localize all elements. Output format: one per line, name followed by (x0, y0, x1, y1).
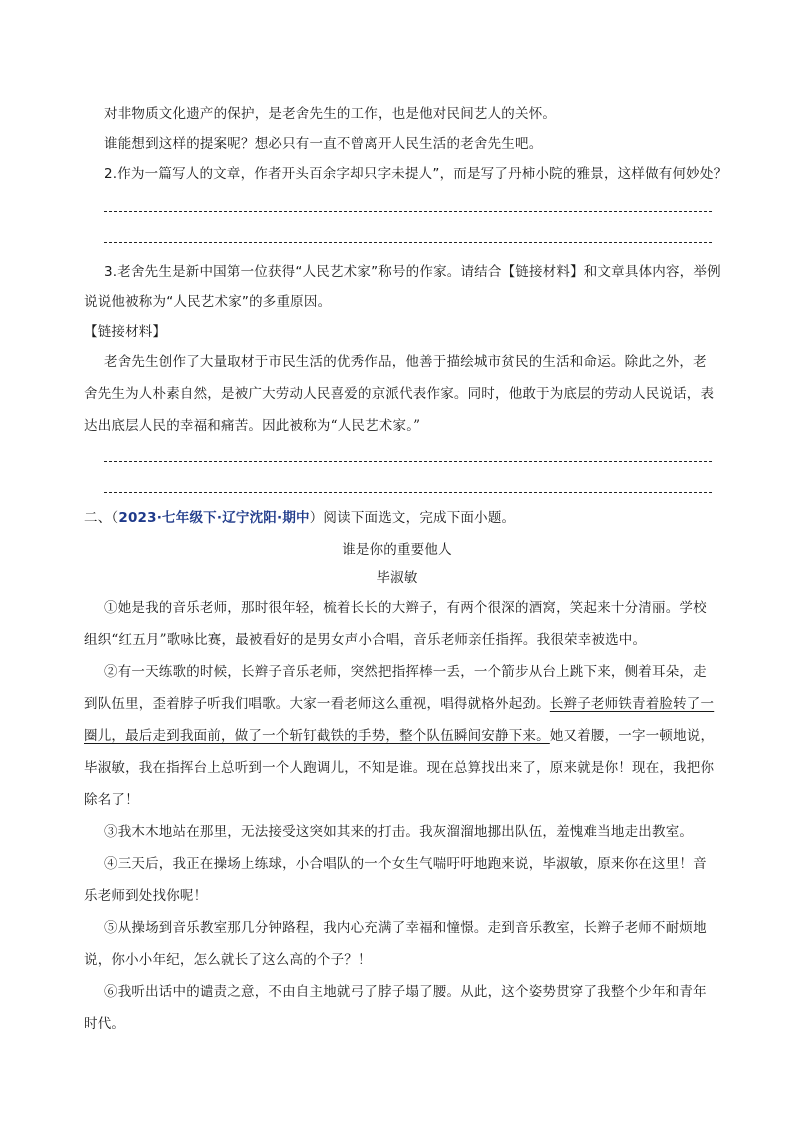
paragraph-2: ②有一天练歌的时候，长辫子音乐老师，突然把指挥棒一丢，一个箭步从台上跳下来，侧着耳朵，走 (104, 664, 707, 680)
paragraph-5: ⑤从操场到音乐教室那几分钟路程，我内心充满了幸福和憧憬。走到音乐教室，长辫子老师不耐烦地 (104, 920, 707, 936)
link-material-text: 舍先生为人朴素自然，是被广大劳动人民喜爱的京派代表作家。同时，他敢于为底层的劳动人民说话，表 (84, 386, 715, 402)
link-material-text: 达出底层人民的幸福和痛苦。因此被称为“人民艺术家。” (84, 418, 421, 434)
section-2-prefix: 二、（ (84, 510, 119, 526)
link-material-heading: 【链接材料】 (84, 324, 167, 340)
paragraph-4: 乐老师到处找你呢！ (84, 888, 208, 904)
paragraph-2-text: 她又着腰，一字一顿地说， (549, 728, 715, 744)
answer-blank-line[interactable] (104, 242, 712, 243)
paragraph-5: 说，你小小年纪，怎么就长了这么高的个子？！ (84, 952, 372, 968)
link-material-text: 老舍先生创作了大量取材于市民生活的优秀作品，他善于描绘城市贫民的生活和命运。除此之外，老 (104, 354, 707, 370)
question-3-line1: 3.老舍先生是新中国第一位获得“人民艺术家”称号的作家。请结合【链接材料】和文章具体内容，举例 (104, 264, 721, 280)
paragraph-3: ③我木木地站在那里，无法接受这突如其来的打击。我灰溜溜地挪出队伍，羞愧难当地走出教室。 (104, 824, 694, 840)
answer-blank-line[interactable] (104, 492, 712, 493)
section-2-header (84, 508, 515, 528)
underlined-sentence: 长辫子老师铁青着脸转了一 (549, 696, 715, 712)
article-title: 谁是你的重要他人 (342, 542, 452, 558)
paragraph-2: 除名了！ (84, 792, 139, 808)
article-author: 毕淑敏 (376, 570, 418, 586)
answer-blank-line[interactable] (104, 461, 712, 462)
paragraph-2-text: 到队伍里，歪着脖子听我们唱歌。大家一看老师这么重视，唱得就格外起劲。 (84, 696, 550, 712)
paragraph-1: ①她是我的音乐老师，那时很年轻，梳着长长的大辫子，有两个很深的酒窝，笑起来十分清丽。学校 (104, 600, 707, 616)
paragraph-6: 时代。 (84, 1016, 126, 1032)
section-2-instruction: ）阅读下面选文，完成下面小题。 (309, 510, 516, 526)
answer-blank-line[interactable] (104, 211, 712, 212)
underlined-sentence: 圈儿，最后走到我面前，做了一个斩钉截铁的手势，整个队伍瞬间安静下来。 (84, 728, 550, 744)
body-text-line: 谁能想到这样的提案呢？想必只有一直不曾离开人民生活的老舍先生吧。 (104, 136, 543, 152)
question-3-line2: 说说他被称为“人民艺术家”的多重原因。 (84, 294, 332, 310)
body-text-line: 对非物质文化遗产的保护，是老舍先生的工作，也是他对民间艺人的关怀。 (104, 106, 557, 122)
paragraph-2: 毕淑敏，我在指挥台上总听到一个人跑调儿，不知是谁。现在总算找出来了，原来就是你！现在，我把你 (84, 760, 715, 776)
paragraph-1: 组织“红五月”歌咏比赛，最被看好的是男女声小合唱，音乐老师亲任指挥。我很荣幸被选中。 (84, 632, 647, 648)
paragraph-6: ⑥我听出话中的谴责之意，不由自主地就弓了脖子塌了腰。从此，这个姿势贯穿了我整个少年和青年 (104, 984, 707, 1000)
paragraph-2 (84, 694, 714, 714)
question-2: 2.作为一篇写人的文章，作者开头百余字却只字未提人”，而是写了丹柿小院的雅景，这样做有何妙处？ (104, 166, 728, 182)
paragraph-4: ④三天后，我正在操场上练球，小合唱队的一个女生气喘吁吁地跑来说，毕淑敏，原来你在这里！音 (104, 856, 707, 872)
paragraph-2 (84, 726, 714, 746)
question-source-link[interactable]: 2023·七年级下·辽宁沈阳·期中 (118, 510, 310, 526)
